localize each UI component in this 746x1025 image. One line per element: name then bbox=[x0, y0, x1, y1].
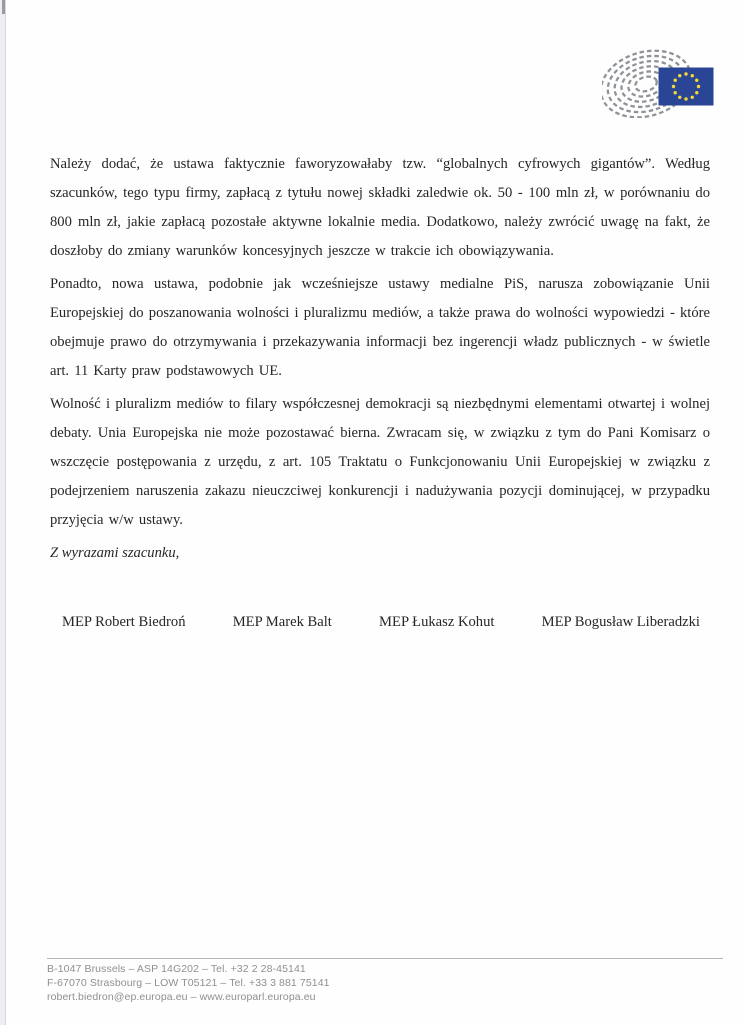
letter-paragraph: Wolność i pluralizm mediów to filary współczesnej demokracji są niezbędnymi elementami otwartej i wolnej debaty. Unia Europejska nie może pozostawać bierna. Zwracam się, w związku z tym do Pani Komisarz o wszczęcie postępowania z urzędu, z art. 105 Traktatu o Funkcjonowaniu Unii Europejskiej w związku z podejrzeniem naruszenia zakazu nieuczciwej konkurencji i nadużywania pozycji dominującej, w przypadku przyjęcia w/w ustawy. bbox=[50, 396, 710, 528]
footer-contact-links: robert.biedron@ep.europa.eu – www.europarl.europa.eu bbox=[47, 991, 316, 1003]
signatory-name: MEP Bogusław Liberadzki bbox=[541, 614, 700, 630]
letterhead-footer bbox=[47, 958, 723, 1004]
eu-flag-icon bbox=[659, 68, 714, 106]
signatory-name: MEP Robert Biedroń bbox=[62, 614, 186, 630]
hemicycle-icon bbox=[602, 40, 720, 118]
signatory-name: MEP Łukasz Kohut bbox=[379, 614, 495, 630]
european-parliament-logo bbox=[602, 40, 720, 118]
footer-address-brussels: B-1047 Brussels – ASP 14G202 – Tel. +32 2 28-45141 bbox=[47, 963, 306, 975]
letter-paragraph: Ponadto, nowa ustawa, podobnie jak wcześniejsze ustawy medialne PiS, narusza zobowiązanie Unii Europejskiej do poszanowania wolności i pluralizmu mediów, a także prawa do wolności wypowiedzi - które obejmuje prawo do otrzymywania i przekazywania informacji bez ingerencji władz publicznych - w świetle art. 11 Karty praw podstawowych UE. bbox=[50, 276, 710, 379]
letter-paragraph: Należy dodać, że ustawa faktycznie faworyzowałaby tzw. “globalnych cyfrowych gigantów”. Według szacunków, tego typu firmy, zapłacą z tytułu nowej składki zaledwie ok. 50 - 100 mln zł, w porównaniu do 800 mln zł, jakie zapłacą pozostałe aktywne lokalnie media. Dodatkowo, należy zwrócić uwagę na fakt, że doszłoby do zmiany warunków koncesyjnych jeszcze w trakcie ich obowiązywania. bbox=[50, 156, 710, 259]
scan-edge-notch bbox=[2, 0, 5, 14]
scan-edge-artifact bbox=[0, 0, 6, 1025]
signatory-name: MEP Marek Balt bbox=[232, 614, 332, 630]
signatories-row bbox=[62, 608, 700, 637]
letter-body bbox=[50, 150, 710, 637]
footer-address-strasbourg: F-67070 Strasbourg – LOW T05121 – Tel. +33 3 881 75141 bbox=[47, 977, 330, 989]
letter-closing: Z wyrazami szacunku, bbox=[50, 545, 180, 561]
